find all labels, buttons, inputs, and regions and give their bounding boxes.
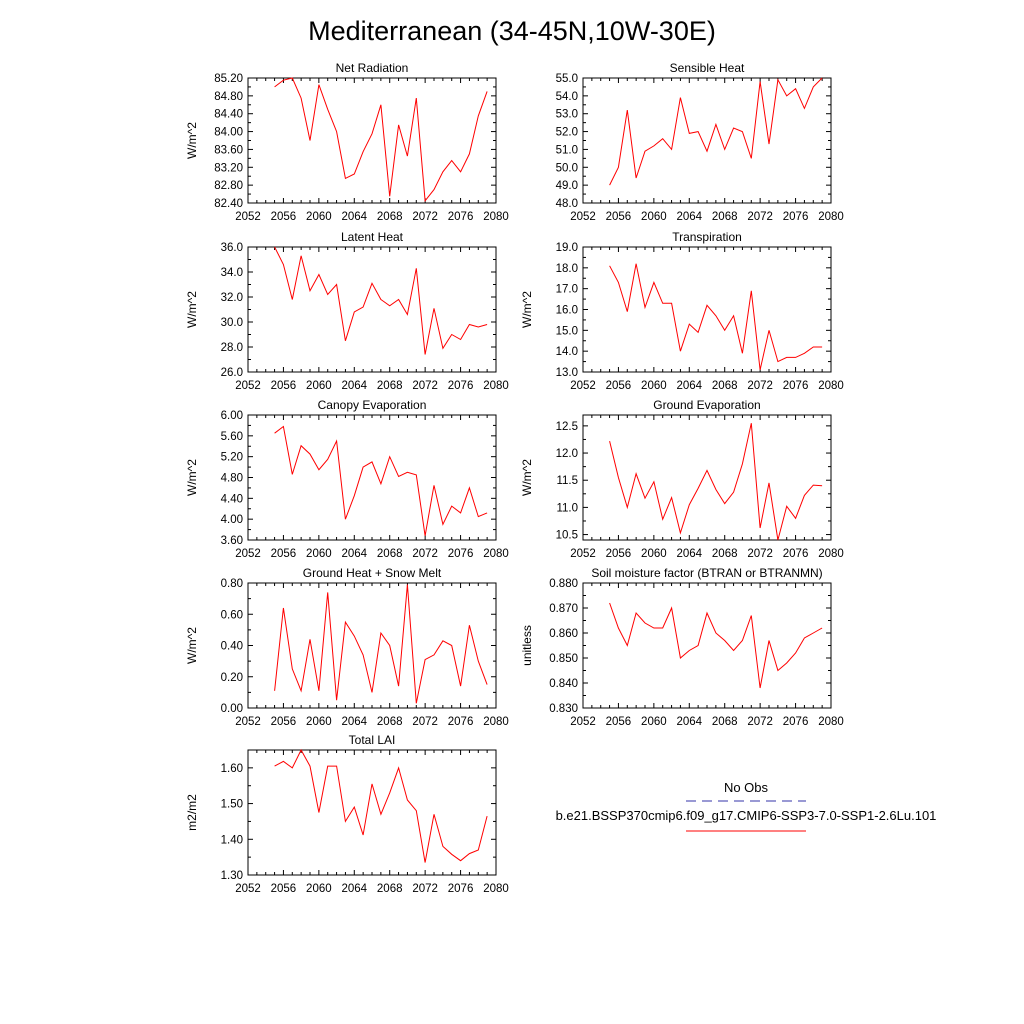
x-tick-label: 2076 bbox=[447, 211, 474, 223]
plot-frame bbox=[583, 583, 831, 708]
panels bbox=[185, 61, 844, 895]
panel-title: Latent Heat bbox=[340, 230, 404, 244]
y-tick-label: 48.0 bbox=[555, 198, 578, 210]
panel-ground-evaporation bbox=[520, 398, 844, 560]
plot-frame bbox=[583, 415, 831, 540]
panel-title: Net Radiation bbox=[335, 61, 409, 75]
y-tick-label: 82.40 bbox=[214, 198, 243, 210]
x-tick-label: 2060 bbox=[641, 716, 667, 728]
y-tick-label: 5.60 bbox=[220, 430, 243, 443]
x-tick-label: 2068 bbox=[376, 716, 403, 728]
x-tick-label: 2064 bbox=[341, 716, 368, 728]
x-tick-label: 2080 bbox=[483, 380, 509, 392]
y-tick-label: 15.0 bbox=[555, 325, 578, 338]
y-tick-label: 4.40 bbox=[220, 493, 243, 506]
y-tick-label: 16.0 bbox=[555, 304, 578, 317]
y-tick-label: 0.80 bbox=[220, 578, 243, 590]
y-tick-label: 83.20 bbox=[214, 162, 243, 175]
y-tick-label: 1.60 bbox=[220, 762, 243, 775]
x-tick-label: 2060 bbox=[306, 380, 332, 392]
y-tick-label: 82.80 bbox=[214, 180, 243, 193]
x-tick-label: 2080 bbox=[818, 211, 844, 223]
x-tick-label: 2080 bbox=[483, 716, 509, 728]
x-tick-label: 2056 bbox=[270, 548, 297, 560]
panel-total-lai bbox=[185, 733, 509, 895]
y-tick-label: 53.0 bbox=[555, 108, 578, 121]
y-tick-label: 4.80 bbox=[220, 472, 243, 485]
x-tick-label: 2052 bbox=[570, 380, 596, 392]
y-tick-label: 84.40 bbox=[214, 108, 243, 121]
x-tick-label: 2056 bbox=[270, 883, 297, 895]
y-tick-label: 0.880 bbox=[549, 578, 578, 590]
y-tick-label: 6.00 bbox=[220, 410, 243, 422]
x-tick-label: 2068 bbox=[376, 883, 403, 895]
y-tick-label: 0.840 bbox=[549, 678, 578, 690]
x-tick-label: 2076 bbox=[447, 883, 474, 895]
x-tick-label: 2052 bbox=[570, 548, 596, 560]
series-line bbox=[610, 603, 823, 688]
legend-obs-label: No Obs bbox=[723, 780, 769, 795]
panel-title: Ground Heat + Snow Melt bbox=[302, 566, 442, 580]
x-tick-label: 2056 bbox=[605, 211, 632, 223]
y-tick-label: 32.0 bbox=[220, 292, 243, 304]
panel-transpiration bbox=[520, 230, 844, 392]
x-tick-label: 2072 bbox=[747, 548, 773, 560]
legend-model-label: b.e21.BSSP370cmip6.f09_g17.CMIP6-SSP3-7.0-SSP1-2.6Lu.101 bbox=[555, 808, 937, 823]
x-tick-label: 2076 bbox=[782, 548, 809, 560]
y-tick-label: 49.0 bbox=[555, 180, 578, 193]
series-line bbox=[610, 423, 823, 540]
y-tick-label: 55.0 bbox=[555, 73, 578, 85]
x-tick-label: 2056 bbox=[605, 716, 632, 728]
y-tick-label: 0.00 bbox=[220, 703, 243, 715]
x-tick-label: 2064 bbox=[341, 211, 368, 223]
x-tick-label: 2052 bbox=[235, 548, 261, 560]
figure-title: Mediterranean (34-45N,10W-30E) bbox=[308, 16, 716, 46]
x-tick-label: 2068 bbox=[711, 716, 738, 728]
series-line bbox=[275, 427, 488, 536]
y-tick-label: 50.0 bbox=[555, 162, 578, 175]
x-tick-label: 2056 bbox=[270, 716, 297, 728]
x-tick-label: 2060 bbox=[641, 380, 667, 392]
y-tick-label: 11.5 bbox=[556, 475, 578, 488]
x-tick-label: 2060 bbox=[306, 548, 332, 560]
y-tick-label: 83.60 bbox=[214, 144, 243, 157]
x-tick-label: 2064 bbox=[341, 380, 368, 392]
y-tick-label: 19.0 bbox=[555, 242, 578, 254]
y-tick-label: 85.20 bbox=[214, 73, 243, 85]
y-axis-label: W/m^2 bbox=[185, 291, 199, 328]
y-tick-label: 1.50 bbox=[220, 798, 243, 811]
x-tick-label: 2060 bbox=[306, 883, 332, 895]
plot-frame bbox=[248, 78, 496, 203]
y-axis-label: W/m^2 bbox=[185, 122, 199, 159]
x-tick-label: 2080 bbox=[818, 380, 844, 392]
x-tick-label: 2072 bbox=[412, 211, 438, 223]
y-axis-label: unitless bbox=[520, 625, 534, 666]
y-tick-label: 28.0 bbox=[220, 342, 243, 354]
x-tick-label: 2076 bbox=[782, 211, 809, 223]
x-tick-label: 2056 bbox=[270, 380, 297, 392]
y-axis-label: W/m^2 bbox=[520, 291, 534, 328]
x-tick-label: 2064 bbox=[676, 380, 703, 392]
x-tick-label: 2080 bbox=[818, 716, 844, 728]
y-axis-label: W/m^2 bbox=[520, 459, 534, 496]
y-tick-label: 12.5 bbox=[555, 420, 578, 433]
y-tick-label: 12.0 bbox=[555, 448, 578, 461]
x-tick-label: 2052 bbox=[235, 380, 261, 392]
y-tick-label: 84.00 bbox=[214, 126, 243, 139]
panel-sensible-heat bbox=[556, 61, 844, 223]
y-tick-label: 18.0 bbox=[555, 262, 578, 275]
x-tick-label: 2080 bbox=[818, 548, 844, 560]
y-tick-label: 0.850 bbox=[549, 653, 578, 665]
plot-frame bbox=[248, 750, 496, 875]
series-line bbox=[275, 750, 488, 863]
x-tick-label: 2052 bbox=[235, 211, 261, 223]
y-tick-label: 84.80 bbox=[214, 90, 243, 103]
x-tick-label: 2060 bbox=[641, 211, 667, 223]
x-tick-label: 2072 bbox=[747, 380, 773, 392]
y-tick-label: 13.0 bbox=[555, 367, 578, 379]
panel-title: Soil moisture factor (BTRAN or BTRANMN) bbox=[591, 566, 823, 580]
series-line bbox=[610, 264, 823, 370]
x-tick-label: 2072 bbox=[747, 211, 773, 223]
y-tick-label: 11.0 bbox=[556, 502, 578, 515]
x-tick-label: 2052 bbox=[570, 716, 596, 728]
y-tick-label: 34.0 bbox=[220, 267, 243, 279]
y-tick-label: 1.40 bbox=[220, 834, 243, 847]
panel-title: Ground Evaporation bbox=[653, 398, 761, 412]
y-axis-label: m2/m2 bbox=[185, 794, 199, 831]
x-tick-label: 2060 bbox=[306, 211, 332, 223]
x-tick-label: 2060 bbox=[306, 716, 332, 728]
panel-title: Transpiration bbox=[672, 230, 742, 244]
x-tick-label: 2052 bbox=[570, 211, 596, 223]
x-tick-label: 2076 bbox=[447, 380, 474, 392]
y-axis-label: W/m^2 bbox=[185, 627, 199, 664]
panel-canopy-evaporation bbox=[185, 398, 509, 560]
panel-title: Sensible Heat bbox=[669, 61, 745, 75]
panel-net-radiation bbox=[185, 61, 509, 223]
y-tick-label: 3.60 bbox=[220, 535, 243, 547]
x-tick-label: 2076 bbox=[447, 716, 474, 728]
x-tick-label: 2068 bbox=[376, 211, 403, 223]
x-tick-label: 2072 bbox=[747, 716, 773, 728]
x-tick-label: 2064 bbox=[341, 883, 368, 895]
y-axis-label: W/m^2 bbox=[185, 459, 199, 496]
y-tick-label: 17.0 bbox=[555, 283, 578, 296]
x-tick-label: 2064 bbox=[676, 548, 703, 560]
plot-frame bbox=[583, 247, 831, 372]
panel-latent-heat bbox=[185, 230, 509, 392]
series-line bbox=[275, 247, 488, 355]
x-tick-label: 2052 bbox=[235, 716, 261, 728]
x-tick-label: 2072 bbox=[412, 548, 438, 560]
x-tick-label: 2052 bbox=[235, 883, 261, 895]
y-tick-label: 1.30 bbox=[220, 870, 243, 882]
panel-soil-moisture-factor bbox=[520, 566, 844, 728]
y-tick-label: 14.0 bbox=[555, 346, 578, 359]
x-tick-label: 2080 bbox=[483, 883, 509, 895]
panel-title: Canopy Evaporation bbox=[317, 398, 427, 412]
y-tick-label: 36.0 bbox=[220, 242, 243, 254]
y-tick-label: 26.0 bbox=[220, 367, 243, 379]
legend bbox=[556, 780, 937, 831]
x-tick-label: 2076 bbox=[447, 548, 474, 560]
x-tick-label: 2072 bbox=[412, 883, 438, 895]
x-tick-label: 2056 bbox=[605, 380, 632, 392]
y-tick-label: 0.870 bbox=[549, 603, 578, 615]
x-tick-label: 2056 bbox=[270, 211, 297, 223]
y-tick-label: 52.0 bbox=[555, 126, 578, 139]
x-tick-label: 2068 bbox=[711, 380, 738, 392]
series-line bbox=[610, 78, 823, 185]
panel-ground-heat-snow-melt bbox=[185, 566, 509, 728]
x-tick-label: 2064 bbox=[676, 211, 703, 223]
x-tick-label: 2068 bbox=[376, 548, 403, 560]
series-line bbox=[275, 585, 488, 704]
plot-frame bbox=[583, 78, 831, 203]
x-tick-label: 2068 bbox=[711, 548, 738, 560]
plot-frame bbox=[248, 247, 496, 372]
x-tick-label: 2060 bbox=[641, 548, 667, 560]
y-tick-label: 0.60 bbox=[220, 609, 243, 622]
x-tick-label: 2076 bbox=[782, 380, 809, 392]
x-tick-label: 2068 bbox=[711, 211, 738, 223]
x-tick-label: 2072 bbox=[412, 380, 438, 392]
y-tick-label: 0.20 bbox=[220, 671, 243, 684]
x-tick-label: 2076 bbox=[782, 716, 809, 728]
x-tick-label: 2080 bbox=[483, 211, 509, 223]
x-tick-label: 2064 bbox=[341, 548, 368, 560]
x-tick-label: 2072 bbox=[412, 716, 438, 728]
y-tick-label: 5.20 bbox=[220, 451, 243, 464]
y-tick-label: 0.860 bbox=[549, 628, 578, 640]
y-tick-label: 51.0 bbox=[555, 144, 578, 157]
y-tick-label: 54.0 bbox=[555, 90, 578, 103]
y-tick-label: 0.40 bbox=[220, 640, 243, 653]
x-tick-label: 2080 bbox=[483, 548, 509, 560]
y-tick-label: 10.5 bbox=[555, 529, 578, 542]
y-tick-label: 0.830 bbox=[549, 703, 578, 715]
x-tick-label: 2056 bbox=[605, 548, 632, 560]
series-line bbox=[275, 78, 488, 201]
y-tick-label: 4.00 bbox=[220, 514, 243, 527]
x-tick-label: 2064 bbox=[676, 716, 703, 728]
y-tick-label: 30.0 bbox=[220, 317, 243, 329]
x-tick-label: 2068 bbox=[376, 380, 403, 392]
panel-title: Total LAI bbox=[348, 733, 396, 747]
